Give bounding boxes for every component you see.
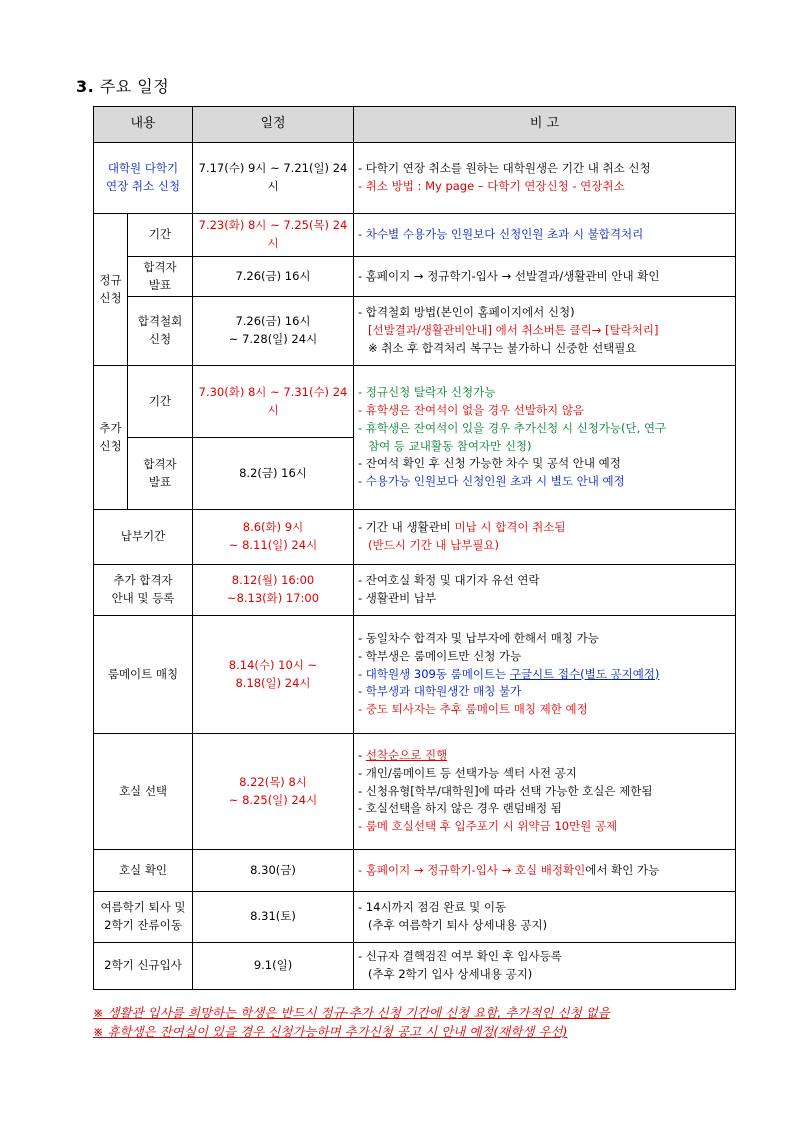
footnote: ※ 생활관 입사를 희망하는 학생은 반드시 정규·추가 신청 기간에 신청 요함, 추가적인 신청 없음 [93,1005,610,1020]
content-cell: 추가 합격자 안내 및 등록 [94,565,193,616]
date-cell: 8.14(수) 10시 ~ 8.18(일) 24시 [193,616,354,734]
remarks-cell: - 합격철회 방법(본인이 홈페이지에서 신청) [선발결과/생활관비안내] 에서 취소버튼 클릭→ [탈락처리] ※ 취소 후 합격처리 복구는 불가하니 신중한 선택필요 [354,297,736,366]
sub-label-cell: 합격자 발표 [128,438,193,510]
header-schedule: 일정 [193,107,354,143]
table-row [94,850,736,892]
table-row [94,892,736,943]
remarks-cell: - 홈페이지 → 정규학기-입사 → 호실 배정확인에서 확인 가능 [354,850,736,892]
group-cell-additional: 추가 신청 [94,366,128,510]
remarks-cell: - 다학기 연장 취소를 원하는 대학원생은 기간 내 취소 신청 - 취소 방법 : My page – 다학기 연장신청 - 연장취소 [354,143,736,214]
table-row [94,214,736,257]
date-cell: 7.17(수) 9시 ~ 7.21(일) 24시 [193,143,354,214]
remarks-cell: - 신규자 결핵검진 여부 확인 후 입사등록 (추후 2학기 입사 상세내용 공지) [354,943,736,990]
table-row [94,616,736,734]
table-row [94,510,736,565]
date-cell: 8.12(월) 16:00 ~8.13(화) 17:00 [193,565,354,616]
content-cell: 룸메이트 매칭 [94,616,193,734]
remarks-cell: - 기간 내 생활관비 미납 시 합격이 취소됨 (반드시 기간 내 납부필요) [354,510,736,565]
header-content: 내용 [94,107,193,143]
remarks-cell: - 14시까지 점검 완료 및 이동 (추후 여름학기 퇴사 상세내용 공지) [354,892,736,943]
section-title-text: 주요 일정 [99,77,170,96]
table-row [94,297,736,366]
date-cell: 8.2(금) 16시 [193,438,354,510]
date-cell: 7.26(금) 16시 [193,257,354,297]
group-cell-regular: 정규 신청 [94,214,128,366]
content-cell: 호실 선택 [94,734,193,850]
schedule-table [93,106,736,990]
date-cell: 7.30(화) 8시 ~ 7.31(수) 24시 [193,366,354,438]
date-cell: 8.31(토) [193,892,354,943]
table-row [94,734,736,850]
section-title [76,74,169,97]
header-remarks: 비 고 [354,107,736,143]
content-cell: 2학기 신규입사 [94,943,193,990]
table-header-row [94,107,736,143]
remarks-cell: - 정규신청 탈락자 신청가능 - 휴학생은 잔여석이 없을 경우 선발하지 않음 - 휴학생은 잔여석이 있을 경우 추가신청 시 신청가능(단, 연구 참여 등 교내활동 참여자만 신청) - 잔여석 확인 후 신청 가능한 차수 및 공석 안내 예정 - 수용가능 인원보다 신청인원 초과 시 별도 안내 예정 [354,366,736,510]
content-cell: 납부기간 [94,510,193,565]
date-cell: 8.6(화) 9시 ~ 8.11(일) 24시 [193,510,354,565]
date-cell: 7.23(화) 8시 ~ 7.25(목) 24시 [193,214,354,257]
table-row [94,257,736,297]
date-cell: 7.26(금) 16시 ~ 7.28(일) 24시 [193,297,354,366]
table-row [94,366,736,438]
content-cell: 여름학기 퇴사 및 2학기 잔류이동 [94,892,193,943]
footnote: ※ 휴학생은 잔여실이 있을 경우 신청가능하며 추가신청 공고 시 안내 예정(재학생 우선) [93,1024,568,1039]
sub-label-cell: 합격철회 신청 [128,297,193,366]
remarks-cell: - 잔여호실 확정 및 대기자 유선 연락 - 생활관비 납부 [354,565,736,616]
table-row [94,565,736,616]
remarks-cell: - 홈페이지 → 정규학기-입사 → 선발결과/생활관비 안내 확인 [354,257,736,297]
date-cell: 8.22(목) 8시 ~ 8.25(일) 24시 [193,734,354,850]
sub-label-cell: 기간 [128,214,193,257]
sub-label-cell: 합격자 발표 [128,257,193,297]
remarks-cell: - 선착순으로 진행 - 개인/룸메이트 등 선택가능 섹터 사전 공지 - 신청유형[학부/대학원]에 따라 선택 가능한 호실은 제한됨 - 호실선택을 하지 않은 경우 랜덤배정 됨 - 룸메 호실선택 후 입주포기 시 위약금 10만원 공제 [354,734,736,850]
date-cell: 9.1(일) [193,943,354,990]
sub-label-cell: 기간 [128,366,193,438]
content-cell: 호실 확인 [94,850,193,892]
table-row [94,943,736,990]
remarks-cell: - 차수별 수용가능 인원보다 신청인원 초과 시 불합격처리 [354,214,736,257]
table-row [94,143,736,214]
date-cell: 8.30(금) [193,850,354,892]
section-number: 3. [76,77,95,96]
content-cell: 대학원 다학기 연장 취소 신청 [94,143,193,214]
remarks-cell: - 동일차수 합격자 및 납부자에 한해서 매칭 가능 - 학부생은 룸메이트만 신청 가능 - 대학원생 309동 룸메이트는 구글시트 접수(별도 공지예정) - 학부생과 대학원생간 매칭 불가 - 중도 퇴사자는 추후 룸메이트 매칭 제한 예정 [354,616,736,734]
